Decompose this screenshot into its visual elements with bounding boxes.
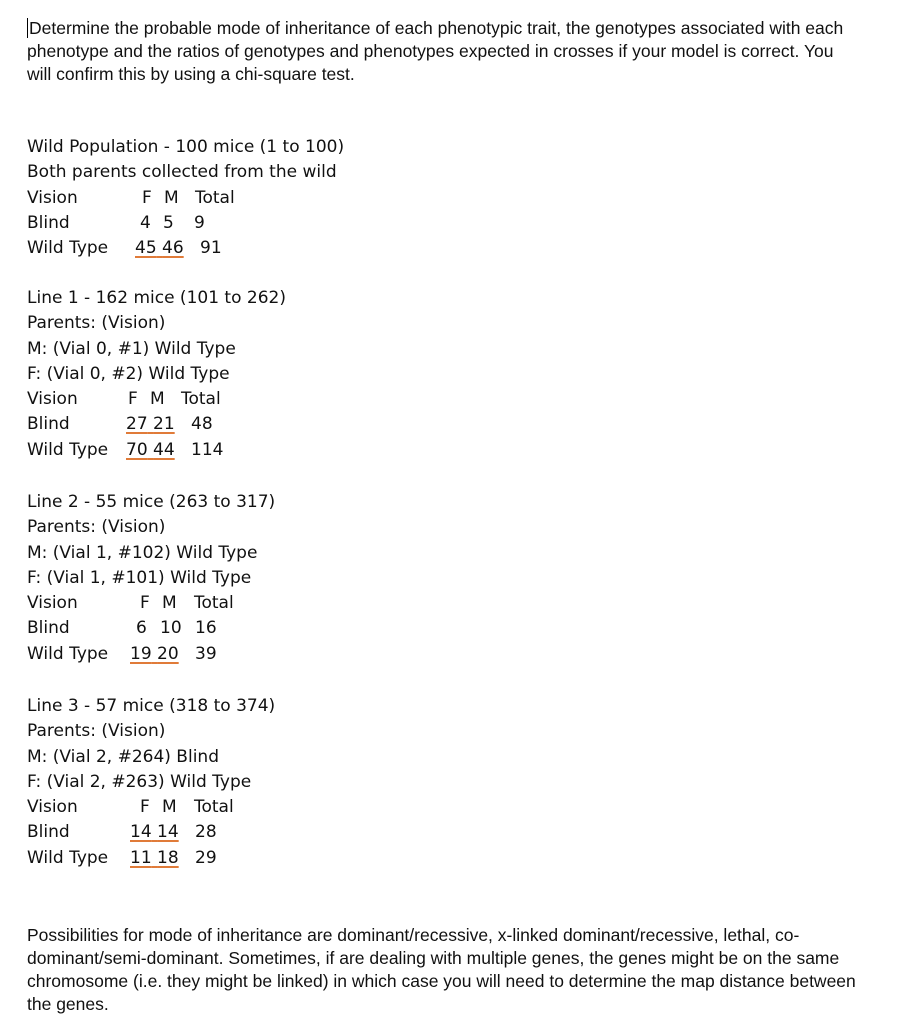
wild-header-row: [27, 186, 527, 211]
cell-f: 6: [136, 618, 147, 639]
cell-total: 29: [195, 847, 217, 868]
line2-block: [27, 490, 527, 667]
line1-header-row: [27, 387, 527, 412]
cell-f: 11: [130, 847, 152, 868]
cell-fm-underlined: [130, 820, 179, 845]
header-m: M: [150, 389, 165, 410]
cell-f: 27: [126, 414, 148, 435]
header-f: F: [140, 797, 150, 818]
header-f: F: [142, 187, 152, 208]
line3-blind-row: [27, 820, 527, 845]
wild-blind-row: [27, 211, 527, 236]
line3-parents: Parents: (Vision): [27, 721, 166, 742]
row-label: Wild Type: [27, 643, 109, 664]
header-m: M: [164, 187, 179, 208]
header-label: Vision: [27, 187, 78, 208]
row-label: Wild Type: [27, 439, 109, 460]
text-cursor: [27, 18, 28, 38]
cell-total: 48: [191, 414, 213, 435]
cell-m: 46: [162, 238, 184, 259]
wild-wildtype-row: [27, 236, 527, 261]
line2-female: F: (Vial 1, #101) Wild Type: [27, 567, 252, 588]
line3-wildtype-row: [27, 846, 527, 871]
header-m: M: [162, 797, 177, 818]
cell-m: 5: [163, 212, 174, 233]
cell-m: 44: [153, 439, 175, 460]
row-label: Blind: [27, 618, 70, 639]
cell-f: 45: [135, 238, 157, 259]
cell-f: 19: [130, 643, 152, 664]
row-label: Blind: [27, 414, 70, 435]
header-m: M: [162, 593, 177, 614]
cell-fm-underlined: [130, 846, 179, 871]
instructions-paragraph: [27, 17, 857, 86]
line2-male: M: (Vial 1, #102) Wild Type: [27, 542, 258, 563]
wild-population-block: [27, 135, 527, 261]
line3-male: M: (Vial 2, #264) Blind: [27, 746, 219, 767]
cell-fm-underlined: [130, 642, 179, 667]
header-label: Vision: [27, 389, 78, 410]
row-label: Wild Type: [27, 238, 109, 259]
cell-m: 14: [157, 822, 179, 843]
cell-f: 14: [130, 822, 152, 843]
cell-m: 10: [160, 618, 182, 639]
row-label: Wild Type: [27, 847, 109, 868]
cell-f: 4: [140, 212, 151, 233]
line1-blind-row: [27, 412, 527, 437]
line2-parents: Parents: (Vision): [27, 517, 166, 538]
header-f: F: [128, 389, 138, 410]
line1-parents: Parents: (Vision): [27, 313, 166, 334]
line1-female: F: (Vial 0, #2) Wild Type: [27, 363, 230, 384]
line1-title: Line 1 - 162 mice (101 to 262): [27, 288, 286, 308]
header-total: Total: [194, 797, 234, 818]
line3-block: [27, 694, 527, 871]
row-label: Blind: [27, 822, 70, 843]
cell-total: 9: [194, 212, 205, 233]
header-f: F: [140, 593, 150, 614]
wild-title: Wild Population - 100 mice (1 to 100): [27, 137, 345, 157]
wild-subtitle: Both parents collected from the wild: [27, 162, 337, 183]
cell-total: 16: [195, 618, 217, 639]
line1-block: [27, 286, 527, 463]
header-label: Vision: [27, 593, 78, 614]
line2-title: Line 2 - 55 mice (263 to 317): [27, 492, 276, 512]
cell-total: 91: [200, 238, 222, 259]
cell-m: 18: [157, 847, 179, 868]
line2-wildtype-row: [27, 642, 527, 667]
line3-title: Line 3 - 57 mice (318 to 374): [27, 696, 276, 716]
instructions-text: Determine the probable mode of inheritance of each phenotypic trait, the genotypes associated with each phenotype and the ratios of genotypes and phenotypes expected in crosses if your model is correct. You will confirm this by using a chi-square test.: [27, 18, 844, 84]
line2-blind-row: [27, 616, 527, 641]
possibilities-paragraph: Possibilities for mode of inheritance are dominant/recessive, x-linked dominant/recessive, lethal, co-dominant/semi-dominant. Sometimes, if are dealing with multiple genes, the genes might be on the same chromosome (i.e. they might be linked) in which case you will need to determine the map distance between the genes.: [27, 925, 856, 1014]
cell-m: 21: [153, 414, 175, 435]
cell-total: 114: [191, 439, 224, 460]
line1-male: M: (Vial 0, #1) Wild Type: [27, 338, 236, 359]
cell-f: 70: [126, 439, 148, 460]
header-total: Total: [194, 593, 234, 614]
cell-fm-underlined: [126, 412, 175, 437]
cell-fm-underlined: [126, 438, 175, 463]
cell-m: 20: [157, 643, 179, 664]
line3-header-row: [27, 795, 527, 820]
line1-wildtype-row: [27, 438, 527, 463]
header-label: Vision: [27, 797, 78, 818]
header-total: Total: [181, 389, 221, 410]
cell-fm-underlined: [135, 236, 184, 261]
cell-total: 39: [195, 643, 217, 664]
line2-header-row: [27, 591, 527, 616]
header-total: Total: [195, 187, 235, 208]
cell-total: 28: [195, 822, 217, 843]
line3-female: F: (Vial 2, #263) Wild Type: [27, 771, 252, 792]
row-label: Blind: [27, 212, 70, 233]
